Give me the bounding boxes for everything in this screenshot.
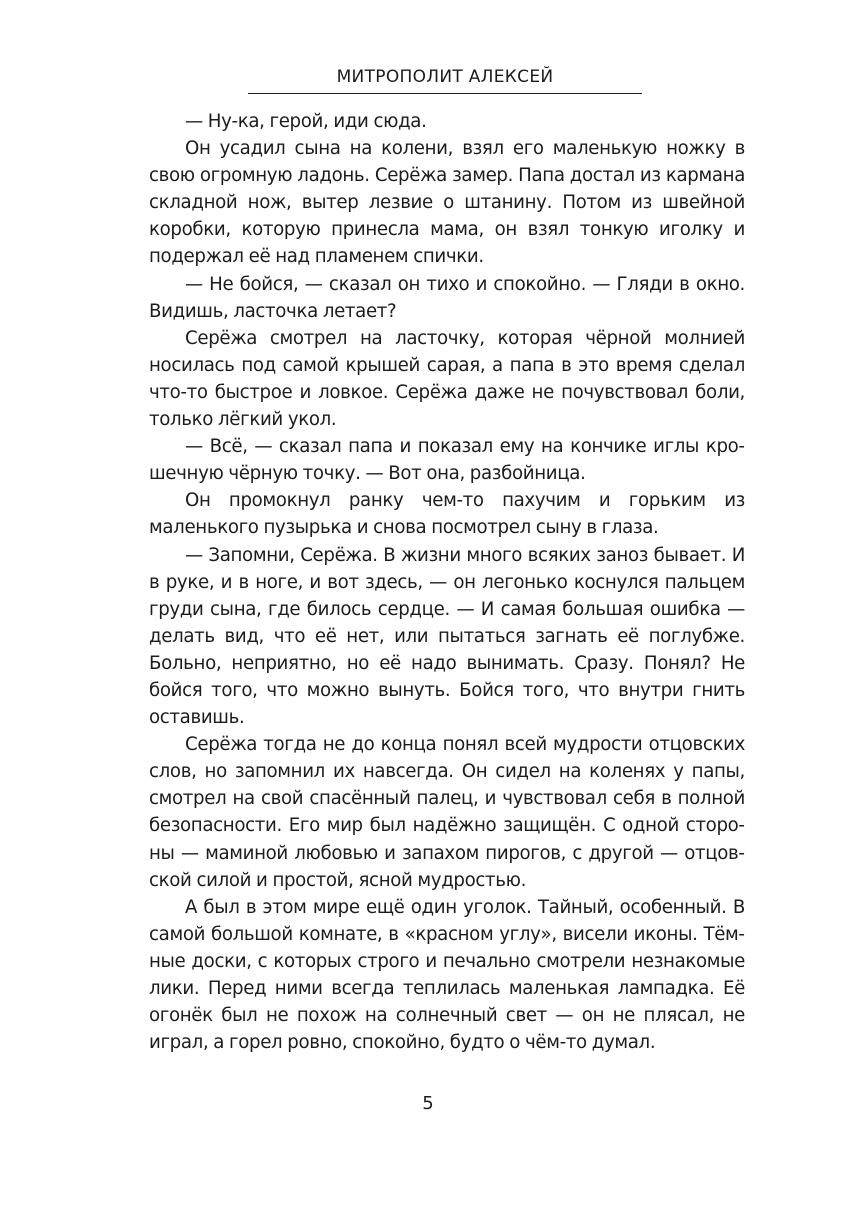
paragraph: Он промокнул ранку чем-то пахучим и горьким из маленького пузырька и снова посмотрел сыну в глаза. xyxy=(149,490,745,539)
header-rule xyxy=(248,93,642,94)
paragraph: Он усадил сына на колени, взял его маленькую ножку в свою огромную ладонь. Серёжа замер. Папа достал из кармана складной нож, вытер лезвие о штанину. Потом из швейной коробки, которую принесла мама, он взял тонкую иголку и подержал её над пламенем спички. xyxy=(149,138,745,268)
paragraph: — Не бойся, — сказал он тихо и спокойно. — Гляди в окно. Видишь, ласточка летает? xyxy=(149,273,745,322)
page-number: 5 xyxy=(422,1093,434,1114)
paragraph: — Ну-ка, герой, иди сюда. xyxy=(185,111,427,132)
paragraph: Серёжа смотрел на ласточку, которая чёрной молнией носилась под самой крышей сарая, а папа в это время сделал что-то быстрое и ловкое. Серёжа даже не почувствовал боли, только лёгкий укол. xyxy=(149,327,745,431)
paragraph: — Запомни, Серёжа. В жизни много всяких заноз бывает. И в руке, и в ноге, и вот здесь, — он легонько коснулся пальцем груди сына, где билось сердце. — И самая большая ошибка — делать вид, что её нет, или пытаться загнать её поглубже. Больно, неприятно, но её надо вынимать. Сразу. Понял? Не бойся того, что можно вынуть. Бойся того, что внутри гнить оставишь. xyxy=(149,544,745,729)
body-text xyxy=(149,108,745,1056)
paragraph: А был в этом мире ещё один уголок. Тайный, особенный. В самой большой комнате, в «красном углу», висели иконы. Тёмные доски, с которых строго и печально смотрели незнакомые лики. Перед ними всегда теплилась маленькая лампадка. Её огонёк был не похож на солнечный свет — он не плясал, не играл, а горел ровно, спокойно, будто о чём-то думал. xyxy=(149,896,745,1054)
running-head: МИТРОПОЛИТ АЛЕКСЕЙ xyxy=(336,67,554,87)
paragraph: — Всё, — сказал папа и показал ему на кончике иглы крошечную чёрную точку. — Вот она, разбойница. xyxy=(149,436,745,485)
paragraph: Серёжа тогда не до конца понял всей мудрости отцовских слов, но запомнил их навсегда. Он сидел на коленях у папы, смотрел на свой спасённый палец, и чувствовал себя в полной безопасности. Его мир был надёжно защищён. С одной стороны — маминой любовью и запахом пирогов, с другой — отцовской силой и простой, ясной мудростью. xyxy=(149,734,745,891)
